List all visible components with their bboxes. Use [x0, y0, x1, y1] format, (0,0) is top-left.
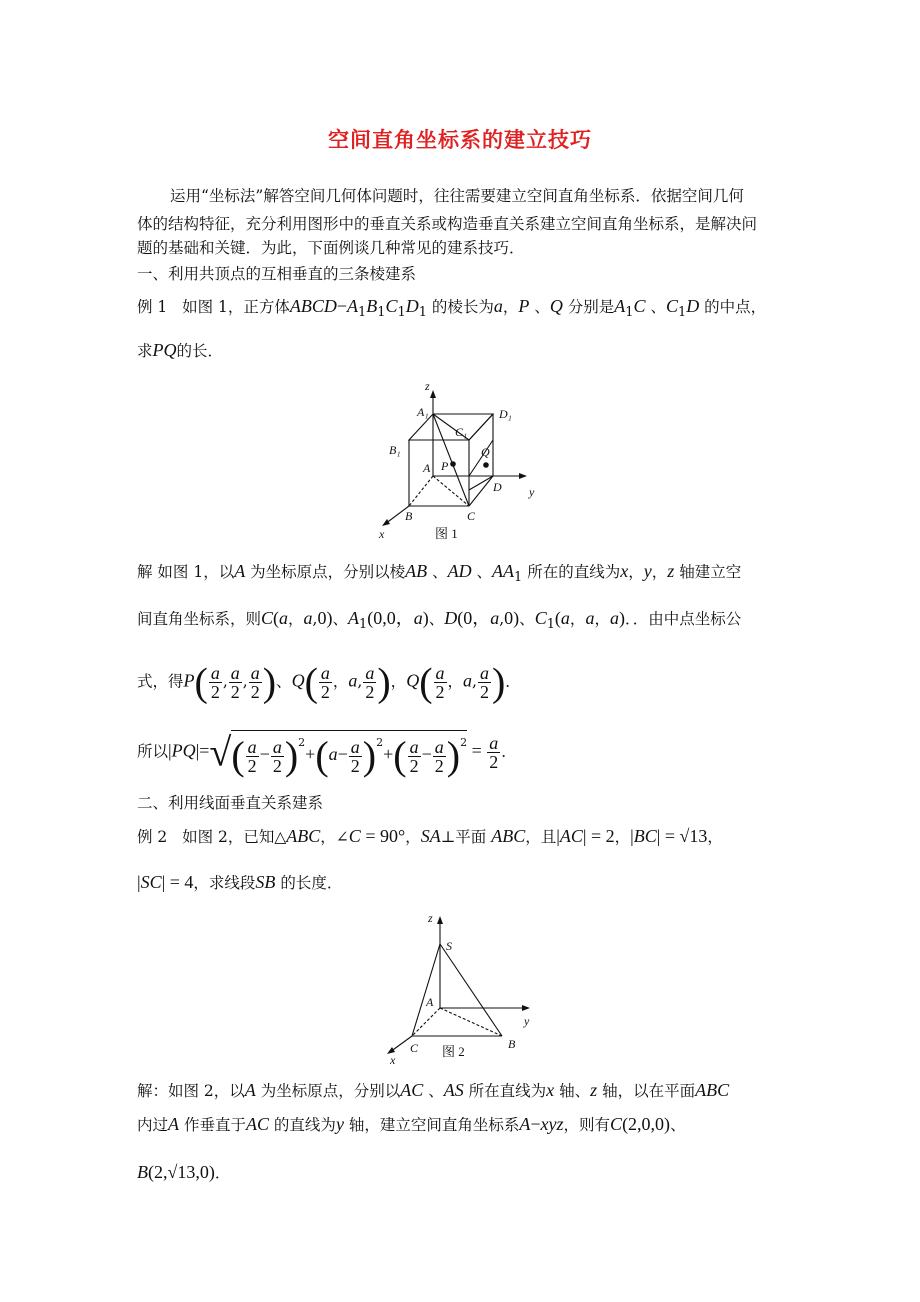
- label-d1: D₁: [499, 407, 512, 421]
- point-p: [450, 461, 456, 467]
- intro-line-2: 体的结构特征，充分利用图形中的垂直关系或构造垂直关系建立空间直角坐标系，是解决问: [137, 215, 758, 233]
- section-2-heading: 二、利用线面垂直关系建系: [137, 794, 324, 812]
- label-z: z: [428, 911, 433, 925]
- figure-1-caption: 图 1: [435, 526, 458, 541]
- label-c: C: [410, 1041, 419, 1055]
- label-x: x: [390, 1053, 396, 1067]
- label-z: z: [425, 379, 430, 393]
- example-1-line-1: 例 1 如图 1，正方体$ABCD-A_1B_1C_1D_1$ 的棱长为a，P 、Q 分别是$A_1C$ 、$C_1D$ 的中点，: [137, 296, 767, 321]
- figure-1-cube: [375, 378, 545, 548]
- solution-2-line-2: 内过A 作垂直于AC 的直线为y 轴，建立空间直角坐标系A−xyz，则有C(2,0,0)、: [137, 1114, 686, 1134]
- section-1-heading: 一、利用共顶点的互相垂直的三条棱建系: [137, 265, 417, 283]
- label-a: A: [423, 461, 431, 475]
- figure-2-caption: 图 2: [442, 1044, 465, 1059]
- example-1-line-2: 求PQ的长．: [137, 340, 224, 360]
- solution-1-line-1: 解 如图 1，以A 为坐标原点，分别以棱AB 、AD 、$AA_1$ 所在的直线为x，y，z 轴建立空: [137, 561, 742, 586]
- z-arrow: [430, 390, 436, 398]
- solution-2-line-1: 解：如图 2，以A 为坐标原点，分别以AC 、AS 所在直线为x 轴、z 轴，以在平面ABC: [137, 1080, 730, 1100]
- label-a: A: [426, 995, 434, 1009]
- solution-1-line-3: 式，得P( $\frac{a}{2}$ , $\frac{a}{2}$ , $\frac{a}{2}$ )、Q( $\frac{a}{2}$ ，a, $\frac{a}{2}$ )，Q( $\frac{a}{2}$ ，a, $\frac{a}{2}$ )．: [137, 659, 521, 705]
- solution-1-line-4: 所以|PQ|=√( $\frac{a}{2}$ − $\frac{a}{2}$ )$^2$+(a− $\frac{a}{2}$ )$^2$+( $\frac{a}{2}$ − $\frac{a}{2}$ )$^2$ = $\frac{a}{2}$ ．: [137, 729, 517, 778]
- x-arrow: [382, 519, 390, 526]
- intro-line-1: 运用“坐标法”解答空间几何体问题时，往往需要建立空间直角坐标系．依据空间几何: [170, 187, 744, 205]
- label-p: P: [441, 459, 449, 473]
- page-title: 空间直角坐标系的建立技巧: [328, 127, 592, 152]
- solution-2-line-3: B(2,√13,0)．: [137, 1162, 231, 1182]
- point-q: [483, 462, 489, 468]
- solution-1-line-2: 间直角坐标系，则C(a，a,0)、$A_1(0,0$，a)、D(0，a,0)、$C_1(a$，a，a)．．由中点坐标公: [137, 608, 742, 633]
- label-y: y: [524, 1014, 530, 1028]
- z-arrow: [437, 916, 443, 924]
- label-q: Q: [481, 445, 490, 459]
- label-x: x: [379, 527, 385, 541]
- label-b: B: [405, 509, 413, 523]
- label-a1: A₁: [417, 405, 429, 419]
- label-y: y: [529, 485, 535, 499]
- label-b: B: [508, 1037, 516, 1051]
- label-s: S: [446, 939, 452, 953]
- label-b1: B₁: [389, 443, 401, 457]
- y-arrow: [519, 473, 527, 479]
- label-c: C: [467, 509, 476, 523]
- intro-line-3: 题的基础和关键．为此，下面例谈几种常见的建系技巧．: [137, 239, 525, 257]
- y-arrow: [522, 1005, 530, 1011]
- example-2-line-2: |SC| = 4，求线段SB 的长度．: [137, 872, 343, 892]
- example-2-line-1: 例 2 如图 2，已知△ABC，∠C = 90°，SA⊥平面 ABC，且|AC| = 2，|BC| = √13，: [137, 826, 723, 846]
- label-c1: C₁: [455, 425, 468, 439]
- label-d: D: [493, 480, 502, 494]
- figure-2-tetrahedron: [378, 908, 548, 1068]
